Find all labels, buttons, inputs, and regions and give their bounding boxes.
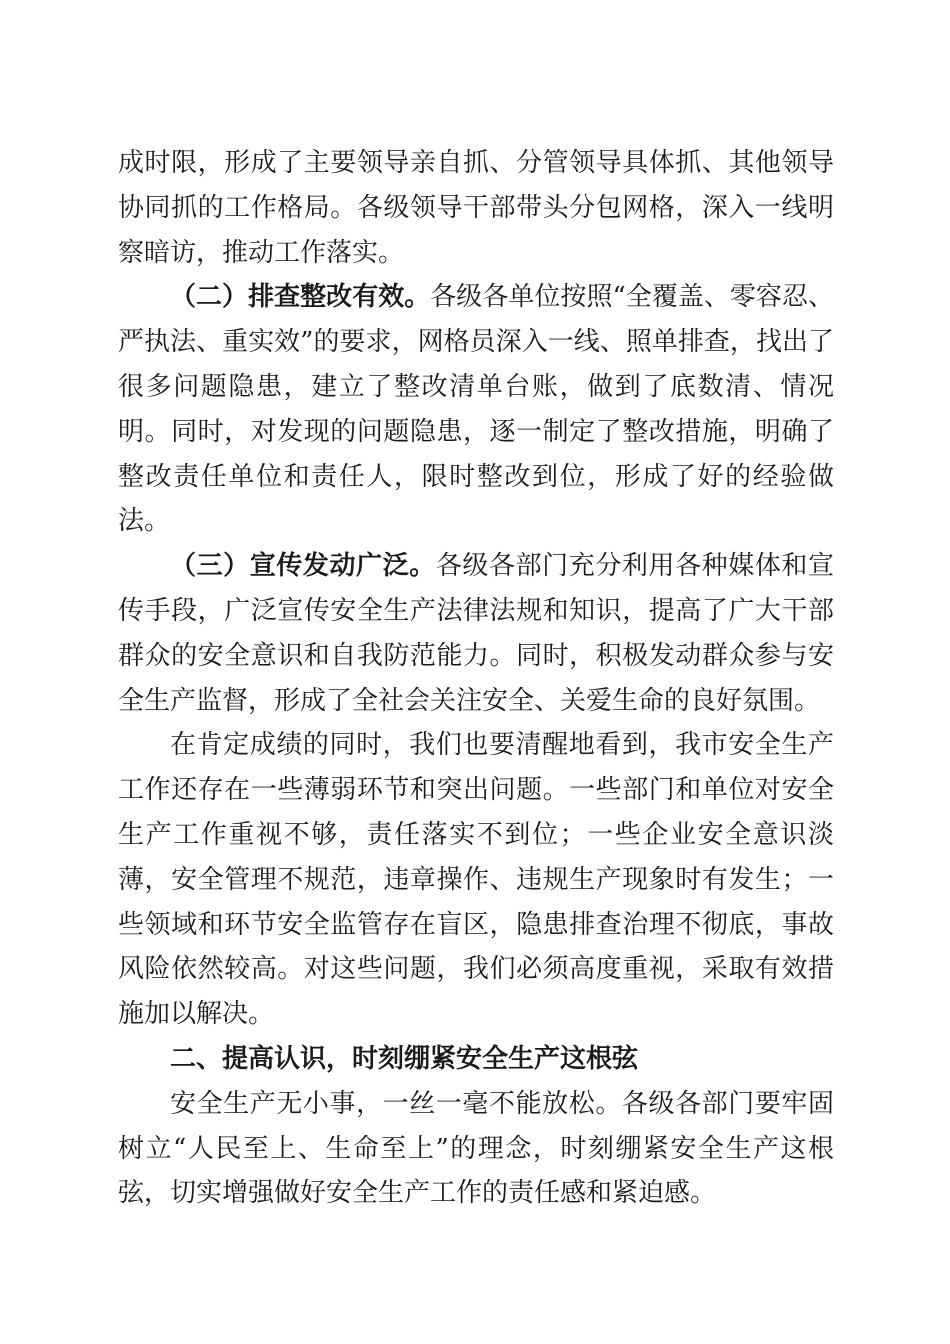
paragraph-publicity (118, 544, 834, 723)
paragraph-problems (118, 723, 834, 1037)
paragraph-text: 成时限，形成了主要领导亲自抓、分管领导具体抓、其他领导协同抓的工作格局。各级领导干部带头分包网格，深入一线明察暗访，推动工作落实。 (118, 148, 834, 268)
paragraph-text: 各级各部门充分利用各种媒体和宣传手段，广泛宣传安全生产法律法规和知识，提高了广大干部群众的安全意识和自我防范能力。同时，积极发动群众参与安全生产监督，形成了全社会关注安全、关爱生命的良好氛围。 (118, 551, 834, 716)
paragraph-closing (118, 1082, 834, 1216)
paragraph-lead: （三）宣传发动广泛。 (170, 551, 436, 582)
document-body (118, 141, 834, 1216)
paragraph-inspection-rectification (118, 275, 834, 544)
paragraph-text: 安全生产无小事，一丝一毫不能放松。各级各部门要牢固树立“人民至上、生命至上”的理念，时刻绷紧安全生产这根弦，切实增强做好安全生产工作的责任感和紧迫感。 (118, 1088, 834, 1209)
paragraph-continuation (118, 141, 834, 275)
paragraph-lead: （二）排查整改有效。 (170, 282, 431, 313)
paragraph-text: 各级各单位按照“全覆盖、零容忍、严执法、重实效”的要求，网格员深入一线、照单排查，找出了很多问题隐患，建立了整改清单台账，做到了底数清、情况明。同时，对发现的问题隐患，逐一制定了整改措施，明确了整改责任单位和责任人，限时整改到位，形成了好的经验做法。 (118, 282, 834, 537)
section-heading: 二、提高认识，时刻绷紧安全生产这根弦 (170, 1043, 639, 1074)
paragraph-text: 在肯定成绩的同时，我们也要清醒地看到，我市安全生产工作还存在一些薄弱环节和突出问题。一些部门和单位对安全生产工作重视不够，责任落实不到位；一些企业安全意识淡薄，安全管理不规范，违章操作、违规生产现象时有发生；一些领域和环节安全监管存在盲区，隐患排查治理不彻底，事故风险依然较高。对这些问题，我们必须高度重视，采取有效措施加以解决。 (118, 730, 834, 1030)
